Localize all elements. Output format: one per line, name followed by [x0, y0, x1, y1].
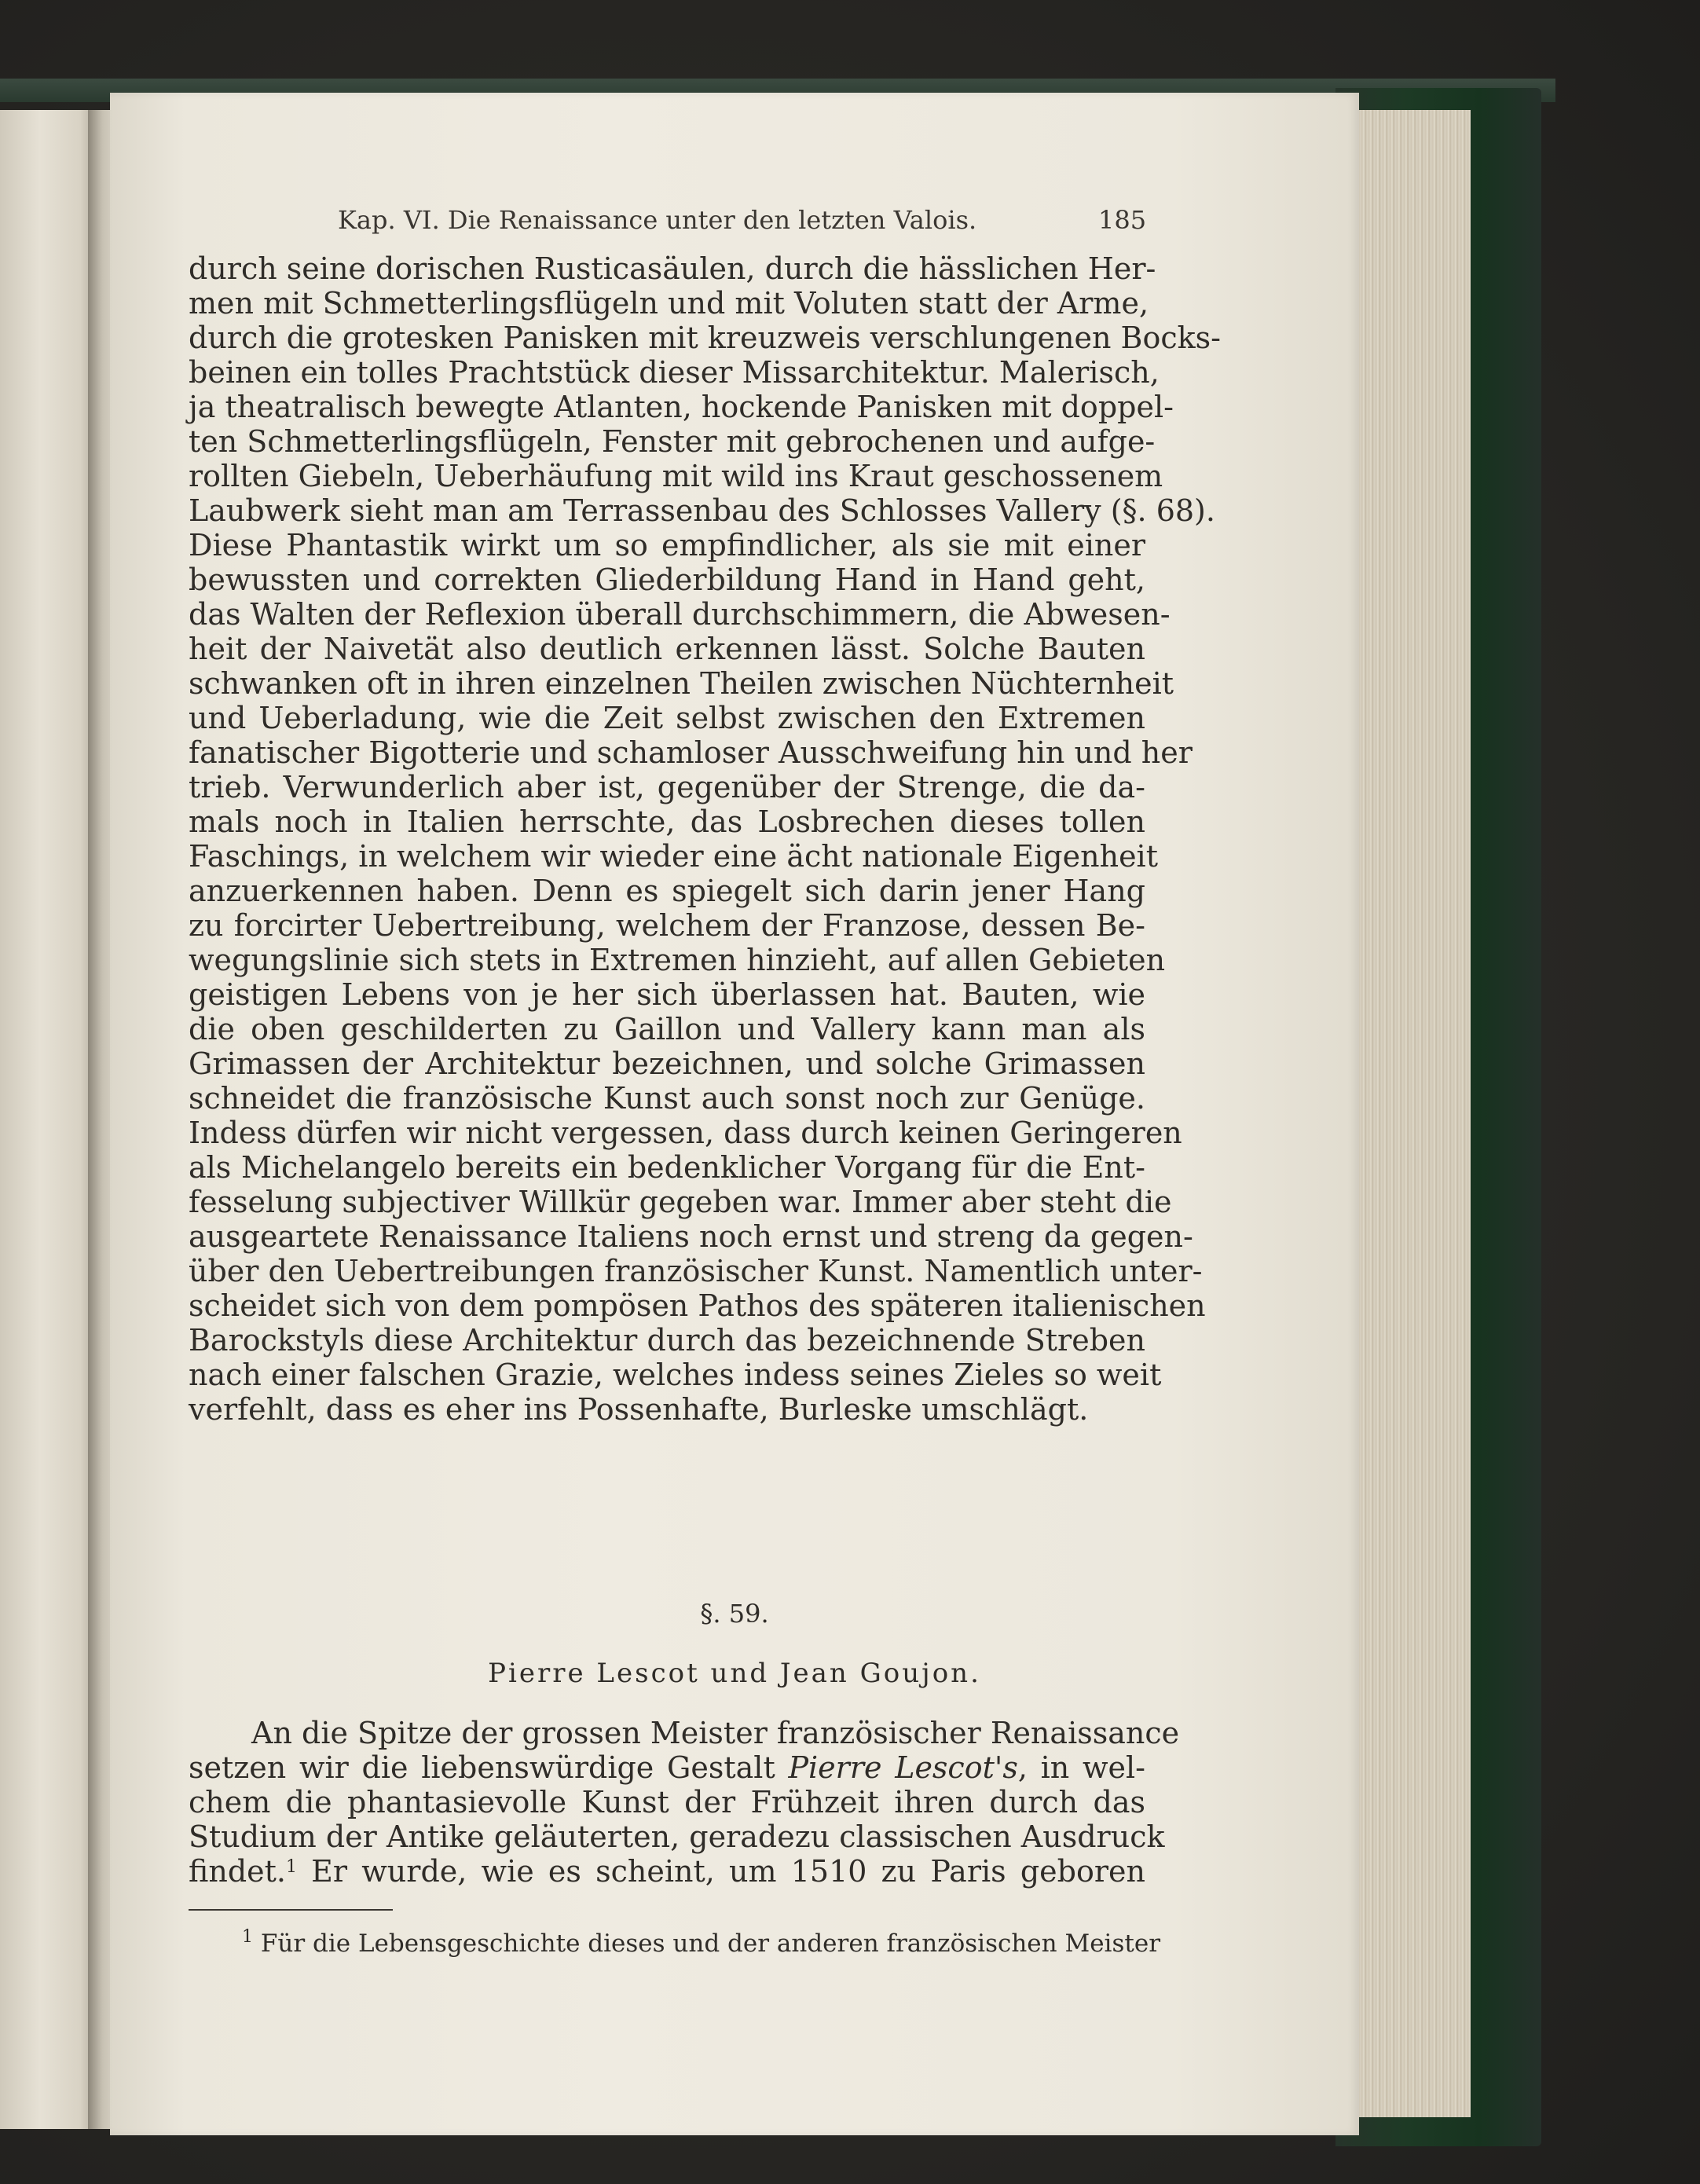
text-line: Grimassen der Architektur bezeichnen, und solche Grimassen	[189, 1046, 1145, 1081]
text-line: fesselung subjectiver Willkür gegeben war. Immer aber steht die	[189, 1185, 1172, 1219]
text-line: fanatischer Bigotterie und schamloser Ausschweifung hin und her	[189, 735, 1193, 770]
text-line: durch seine dorischen Rusticasäulen, durch die hässlichen Her-	[189, 251, 1156, 286]
text-line: bewussten und correkten Gliederbildung Hand in Hand geht,	[189, 562, 1145, 597]
text-line: findet.$^1$ Er wurde, wie es scheint, um 1510 zu Paris geboren	[189, 1854, 1145, 1889]
footnote-marker: 1	[285, 1857, 297, 1877]
text-line: Studium der Antike geläuterten, geradezu classischen Ausdruck	[189, 1819, 1165, 1854]
text-line: schwanken oft in ihren einzelnen Theilen zwischen Nüchternheit	[189, 666, 1174, 701]
text-line: beinen ein tolles Prachtstück dieser Missarchitektur. Malerisch,	[189, 355, 1160, 390]
text-line: trieb. Verwunderlich aber ist, gegenüber der Strenge, die da-	[189, 770, 1145, 804]
text-line: nach einer falschen Grazie, welches indess seines Zieles so weit	[189, 1358, 1162, 1392]
text-line: Indess dürfen wir nicht vergessen, dass durch keinen Geringeren	[189, 1116, 1182, 1150]
text-line: Laubwerk sieht man am Terrassenbau des Schlosses Vallery (§. 68).	[189, 493, 1215, 528]
previous-page-edge	[0, 110, 101, 2129]
text-line: als Michelangelo bereits ein bedenklicher Vorgang für die Ent-	[189, 1150, 1145, 1185]
page-edges-stack	[1351, 110, 1471, 2117]
text-line: die oben geschilderten zu Gaillon und Vallery kann man als	[189, 1012, 1145, 1046]
text-line: heit der Naivetät also deutlich erkennen lässt. Solche Bauten	[189, 632, 1145, 666]
text-line: rollten Giebeln, Ueberhäufung mit wild ins Kraut geschossenem	[189, 459, 1163, 493]
text-line: geistigen Lebens von je her sich überlassen hat. Bauten, wie	[189, 977, 1145, 1012]
footnote-text: Für die Lebensgeschichte dieses und der anderen französischen Meister	[253, 1929, 1161, 1958]
footnote	[242, 1927, 1161, 1959]
section-title: Pierre Lescot und Jean Goujon.	[488, 1658, 981, 1689]
text-line: das Walten der Reflexion überall durchschimmern, die Abwesen-	[189, 597, 1171, 632]
text-line: Diese Phantastik wirkt um so empfindlicher, als sie mit einer	[189, 528, 1145, 562]
text-line: ausgeartete Renaissance Italiens noch ernst und streng da gegen-	[189, 1219, 1193, 1254]
text-line: men mit Schmetterlingsflügeln und mit Voluten statt der Arme,	[189, 286, 1149, 321]
text-line: An die Spitze der grossen Meister französischer Renaissance	[251, 1716, 1180, 1750]
text-line: verfehlt, dass es eher ins Possenhafte, Burleske umschlägt.	[189, 1392, 1089, 1427]
text-line: über den Uebertreibungen französischer Kunst. Namentlich unter-	[189, 1254, 1203, 1288]
person-name-italic: Pierre Lescot's	[788, 1750, 1018, 1785]
text-line: und Ueberladung, wie die Zeit selbst zwischen den Extremen	[189, 701, 1145, 735]
text-line: Faschings, in welchem wir wieder eine ächt nationale Eigenheit	[189, 839, 1158, 874]
footnote-number: 1	[242, 1927, 253, 1947]
text-line: wegungslinie sich stets in Extremen hinzieht, auf allen Gebieten	[189, 943, 1166, 977]
running-title: Kap. VI. Die Renaissance unter den letzten Valois.	[338, 205, 977, 235]
text-line: ja theatralisch bewegte Atlanten, hockende Panisken mit doppel-	[189, 390, 1174, 424]
text-line: chem die phantasievolle Kunst der Frühzeit ihren durch das	[189, 1785, 1145, 1819]
footnote-rule	[189, 1909, 393, 1911]
text-line: mals noch in Italien herrschte, das Losbrechen dieses tollen	[189, 804, 1145, 839]
text-line: Barockstyls diese Architektur durch das bezeichnende Streben	[189, 1323, 1145, 1358]
text-line: schneidet die französische Kunst auch sonst noch zur Genüge.	[189, 1081, 1145, 1116]
section-number: §. 59.	[700, 1599, 769, 1629]
text-line: scheidet sich von dem pompösen Pathos des späteren italienischen	[189, 1288, 1206, 1323]
running-header	[110, 203, 1359, 237]
text-line: ten Schmetterlingsflügeln, Fenster mit gebrochenen und aufge-	[189, 424, 1156, 459]
book-page	[110, 93, 1359, 2135]
text-line: anzuerkennen haben. Denn es spiegelt sich darin jener Hang	[189, 874, 1145, 908]
text-line: setzen wir die liebenswürdige Gestalt Pierre Lescot's, in wel-	[189, 1750, 1146, 1785]
text-line: durch die grotesken Panisken mit kreuzweis verschlungenen Bocks-	[189, 321, 1221, 355]
text-line: zu forcirter Uebertreibung, welchem der Franzose, dessen Be-	[189, 908, 1145, 943]
page-number: 185	[1098, 205, 1147, 235]
